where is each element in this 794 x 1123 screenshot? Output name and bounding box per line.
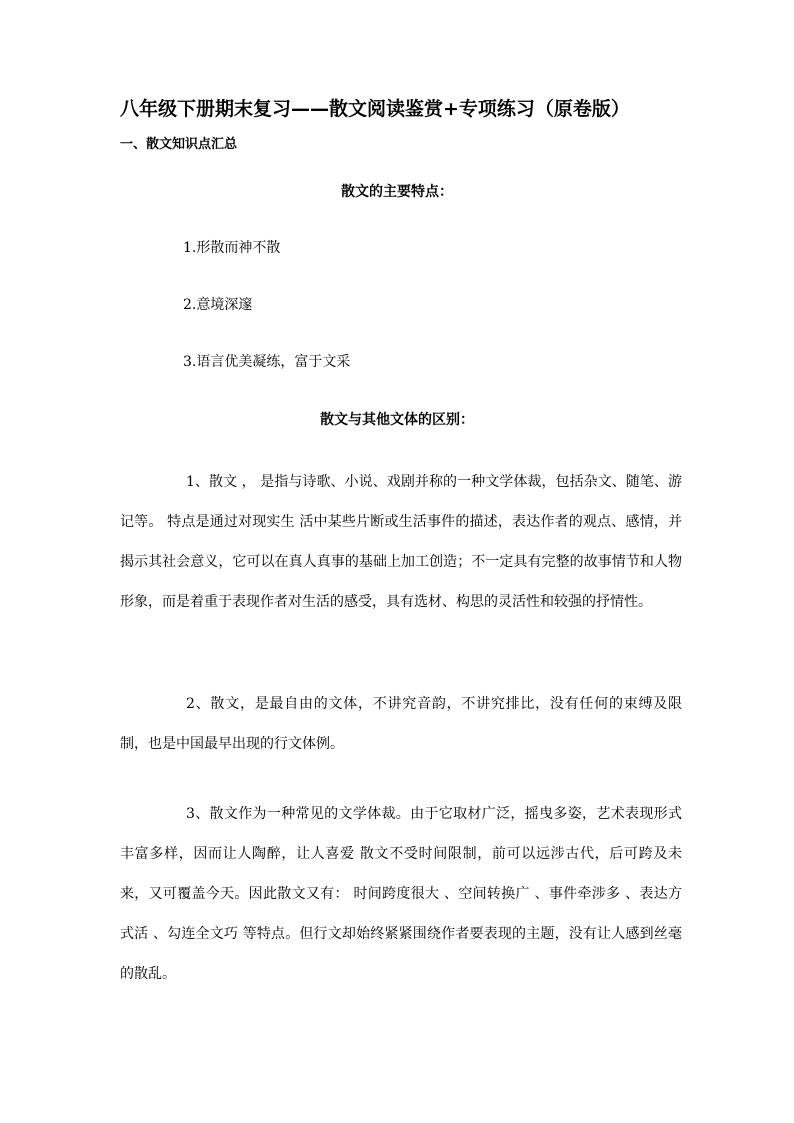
differences-heading: 散文与其他文体的区别： — [320, 412, 474, 428]
section-heading: 一、散文知识点汇总 — [120, 137, 238, 152]
feature-item: 1.形散而神不散 — [183, 240, 281, 256]
features-heading: 散文的主要特点： — [341, 184, 453, 200]
body-paragraph: 3、散文作为一种常见的文学体裁。由于它取材广泛，摇曳多姿，艺术表现形式丰富多样，因而让人陶醉，让人喜爱 散文不受时间限制，前可以远涉古代，后可跨及未来，又可覆盖今天。因此散文又有： 时间跨度很大 、空间转换广 、事件牵涉多 、表达方式活 、勾连全文巧 等特点。但行文却始终紧紧围绕作者要表现的主题，没有让人感到丝毫的散乱。 — [120, 806, 682, 982]
document-title: 八年级下册期末复习——散文阅读鉴赏+专项练习（原卷版） — [120, 98, 630, 120]
body-paragraph: 1、散文 ， 是指与诗歌、小说、戏剧并称的一种文学体裁，包括杂文、随笔、游记等。 特点是通过对现实生 活中某些片断或生活事件的描述，表达作者的观点、感情，并揭示其社会意义，它可以在真人真事的基础上加工创造；不一定具有完整的故事情节和人物形象，而是着重于表现作者对生活的感受，具有选材、构思的灵活性和较强的抒情性。 — [120, 474, 682, 610]
feature-item: 2.意境深邃 — [183, 297, 253, 313]
body-paragraph: 2、散文，是最自由的文体，不讲究音韵，不讲究排比，没有任何的束缚及限制，也是中国最早出现的行文体例。 — [120, 696, 682, 752]
feature-item: 3.语言优美凝练，富于文采 — [183, 354, 351, 370]
